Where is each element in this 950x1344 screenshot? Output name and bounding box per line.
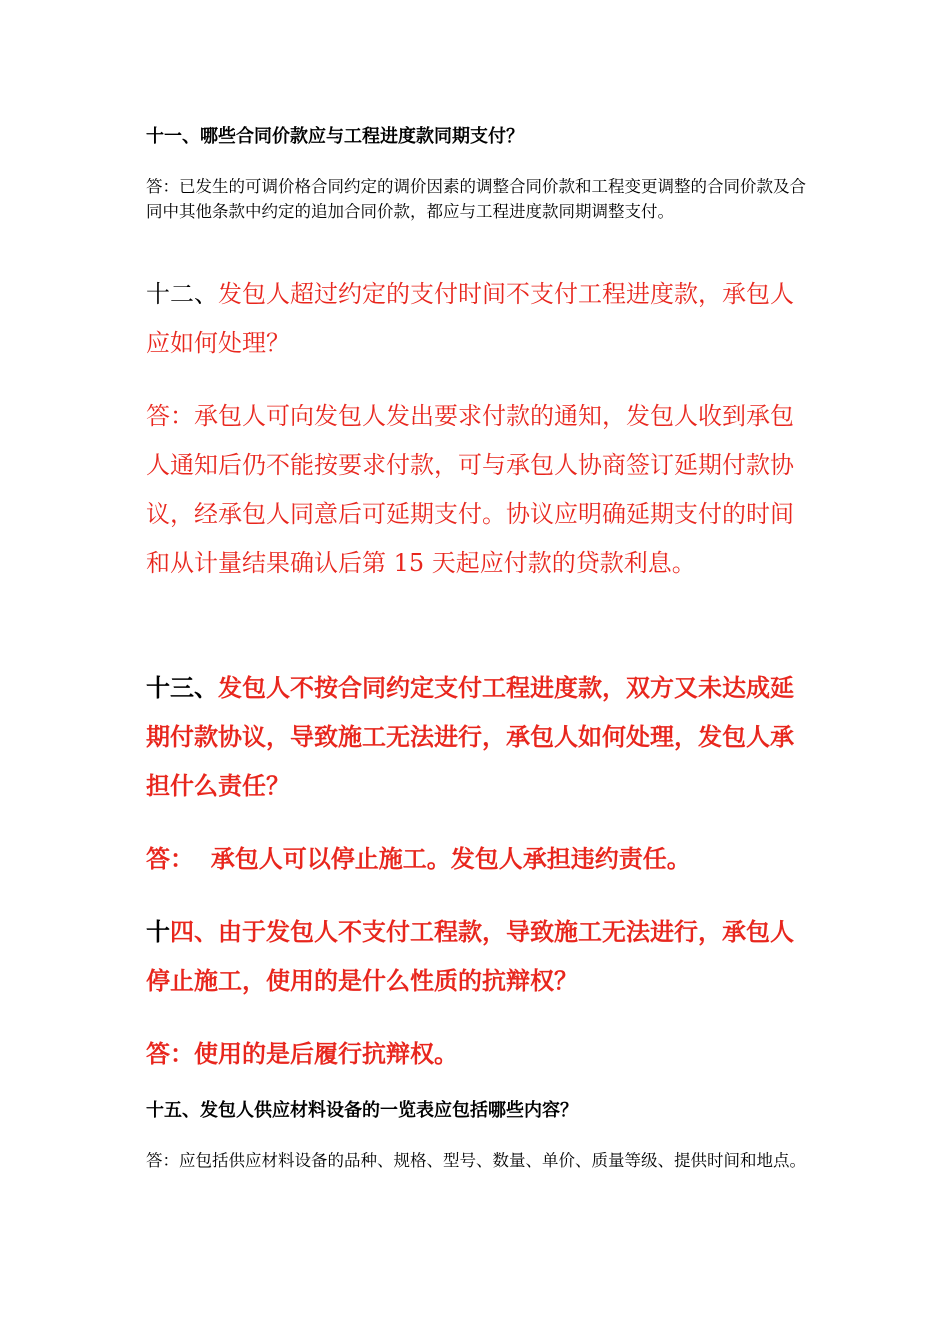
- answer-12-label: 答：: [146, 402, 194, 430]
- answer-14: [146, 1029, 811, 1078]
- answer-11: [146, 174, 811, 224]
- answer-11-text: 已发生的可调价格合同约定的调价因素的调整合同价款和工程变更调整的合同价款及合同中其他条款中约定的追加合同价款，都应与工程进度款同期调整支付。: [146, 177, 806, 221]
- question-14-number: 十: [146, 917, 170, 946]
- question-12-text: 发包人超过约定的支付时间不支付工程进度款，承包人应如何处理？: [146, 280, 794, 357]
- question-15-text: 发包人供应材料设备的一览表应包括哪些内容？: [200, 1100, 578, 1121]
- answer-15-text: 应包括供应材料设备的品种、规格、型号、数量、单价、质量等级、提供时间和地点。: [179, 1151, 806, 1170]
- question-14-text: 四、由于发包人不支付工程款，导致施工无法进行，承包人停止施工，使用的是什么性质的抗辩权？: [146, 917, 794, 995]
- question-13: [146, 663, 811, 810]
- answer-13-label: 答：: [146, 844, 194, 873]
- answer-13-text: 承包人可以停止施工。发包人承担违约责任。: [194, 844, 691, 873]
- question-12-number: 十二、: [146, 280, 218, 308]
- question-11: [146, 124, 811, 150]
- answer-12: [146, 392, 811, 588]
- question-15-number: 十五、: [146, 1100, 200, 1121]
- answer-11-label: 答：: [146, 177, 179, 196]
- answer-14-text: 使用的是后履行抗辩权。: [194, 1039, 458, 1068]
- question-15: [146, 1098, 811, 1124]
- question-12: [146, 270, 811, 368]
- answer-15: [146, 1148, 811, 1173]
- question-14: [146, 907, 811, 1005]
- question-13-number: 十三、: [146, 673, 218, 702]
- question-13-text: 发包人不按合同约定支付工程进度款，双方又未达成延期付款协议，导致施工无法进行，承包人如何处理，发包人承担什么责任？: [146, 673, 794, 800]
- answer-12-text: 承包人可向发包人发出要求付款的通知，发包人收到承包人通知后仍不能按要求付款，可与承包人协商签订延期付款协议，经承包人同意后可延期支付。协议应明确延期支付的时间和从计量结果确认后第 15 天起应付款的贷款利息。: [146, 402, 794, 577]
- answer-15-label: 答：: [146, 1151, 179, 1170]
- question-11-number: 十一、: [146, 126, 200, 147]
- question-11-text: 哪些合同价款应与工程进度款同期支付？: [200, 126, 524, 147]
- answer-13: [146, 834, 811, 883]
- answer-14-label: 答：: [146, 1039, 194, 1068]
